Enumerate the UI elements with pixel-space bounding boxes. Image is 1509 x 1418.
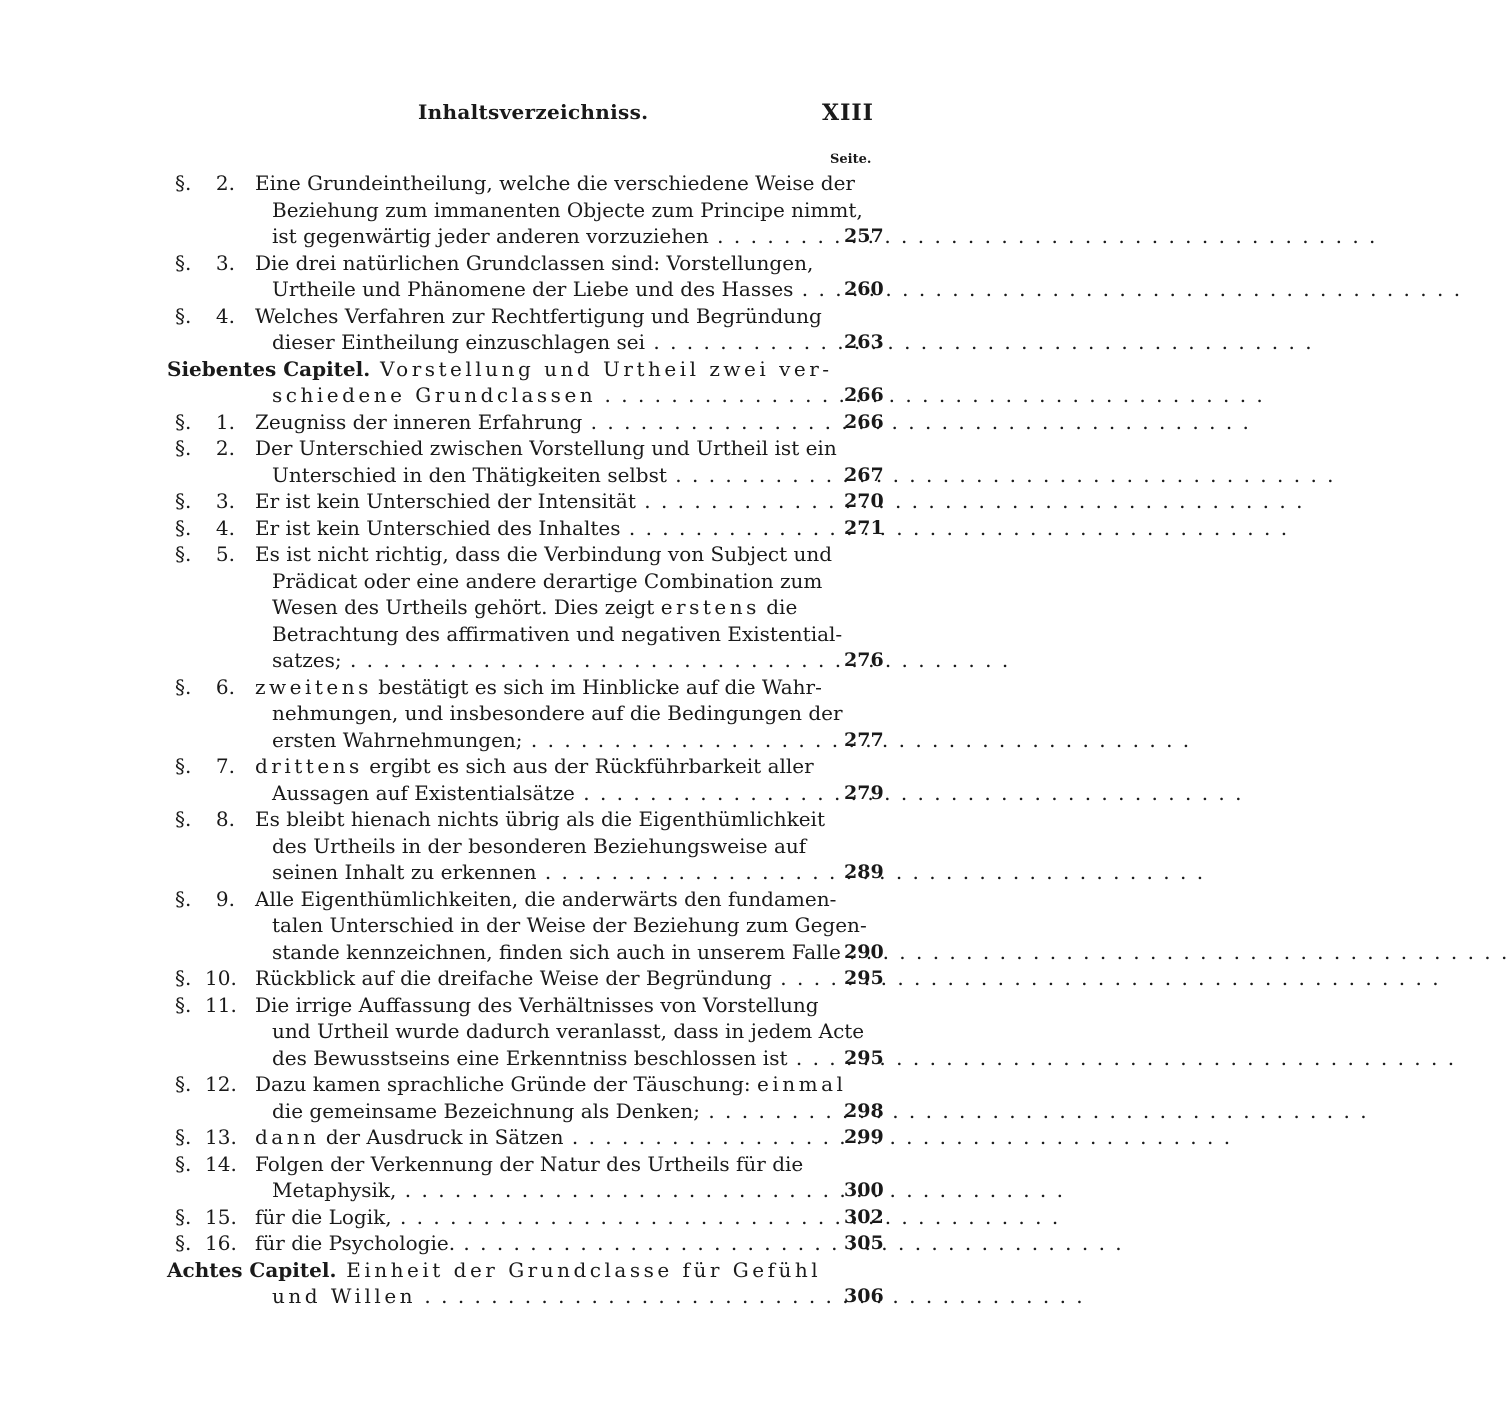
section-number: 10. (205, 966, 237, 990)
ch7-entry-line (0, 594, 1000, 621)
entry-text: Urtheile und Phänomene der Liebe und des Hasses . . . (272, 276, 822, 303)
ch7-entry-line (0, 1230, 1000, 1257)
ch7-entry-line (0, 1071, 1000, 1098)
table-of-contents (0, 170, 1000, 1310)
entry-page-number: 270 (844, 490, 884, 512)
ch7-entry-line (0, 409, 1000, 436)
ch7-entry-line (0, 1177, 1000, 1204)
entry-page-number: 289 (844, 861, 884, 883)
ch7-entry-line (0, 1045, 1000, 1072)
chapter-title-cont: schiedene Grundclassen . . . (272, 382, 822, 409)
entry-page-number: 271 (844, 516, 884, 539)
entry-text: nehmungen, und insbesondere auf die Bedingungen der (272, 701, 843, 725)
section-sign: §. (175, 754, 192, 778)
entry-page-number: 299 (844, 1126, 884, 1148)
entry-text: Dazu kamen sprachliche Gründe der Täuschung: einmal (255, 1072, 847, 1096)
ch7-entry-line (0, 912, 1000, 939)
entry-text: Die irrige Auffassung des Verhältnisses von Vorstellung (255, 992, 819, 1017)
ch8-heading-line (0, 1257, 1000, 1284)
entry-text: Es bleibt hienach nichts übrig als die Eigenthümlichkeit (255, 807, 825, 831)
entry-text: Er ist kein Unterschied des Inhaltes . . . (255, 515, 822, 542)
ch6-entry-line (0, 329, 1000, 356)
section-number: 1. (215, 409, 235, 434)
section-number: 5. (215, 542, 235, 566)
entry-page-number: 295 (844, 967, 884, 989)
section-sign: §. (175, 1231, 192, 1255)
section-sign: §. (175, 992, 192, 1017)
section-number: 13. (205, 1125, 237, 1149)
chapter-page-number: 266 (844, 384, 884, 406)
ch7-entry-line (0, 462, 1000, 489)
ch6-entry-line (0, 223, 1000, 250)
chapter-label: Siebentes Capitel. (167, 356, 371, 381)
section-sign: §. (175, 171, 192, 195)
section-number: 16. (205, 1231, 237, 1255)
section-sign: §. (175, 409, 192, 434)
section-number: 8. (215, 807, 235, 831)
entry-text: zweitens bestätigt es sich im Hinblicke auf die Wahr- (255, 674, 822, 699)
chapter-heading (167, 1257, 850, 1284)
section-sign: §. (175, 1204, 192, 1229)
section-number: 6. (215, 674, 235, 699)
section-sign: §. (175, 807, 192, 831)
section-sign: §. (175, 250, 192, 275)
ch7-entry-line (0, 1204, 1000, 1231)
chapter-title: Einheit der Grundclasse für Gefühl (336, 1257, 822, 1282)
ch7-heading-line (0, 382, 1000, 409)
section-number: 4. (215, 515, 235, 540)
section-number: 9. (215, 886, 235, 911)
section-number: 12. (205, 1072, 237, 1096)
section-number: 11. (205, 992, 237, 1017)
ch7-entry-line (0, 780, 1000, 807)
section-sign: §. (175, 1151, 192, 1176)
section-number: 3. (215, 489, 235, 513)
section-sign: §. (175, 674, 192, 699)
chapter-heading (167, 356, 850, 383)
entry-text: Alle Eigenthümlichkeiten, die anderwärts den fundamen- (255, 886, 837, 911)
ch7-heading-line (0, 356, 1000, 383)
section-sign: §. (175, 436, 192, 460)
ch7-entry-line (0, 992, 1000, 1019)
ch7-entry-line (0, 859, 1000, 886)
section-sign: §. (175, 489, 192, 513)
section-number: 7. (215, 754, 235, 778)
ch7-entry-line (0, 674, 1000, 701)
entry-text: Zeugniss der inneren Erfahrung . . . (255, 409, 822, 436)
entry-text: Welches Verfahren zur Rechtfertigung und Begründung (255, 303, 822, 328)
section-number: 14. (205, 1151, 237, 1176)
entry-text: dann der Ausdruck in Sätzen . . . (255, 1124, 822, 1151)
entry-page-number: 267 (844, 463, 884, 486)
seite-label: Seite. (830, 152, 872, 167)
ch7-entry-line (0, 833, 1000, 860)
entry-text: talen Unterschied in der Weise der Beziehung zum Gegen- (272, 913, 867, 937)
ch7-entry-line (0, 965, 1000, 992)
entry-page-number: 298 (844, 1099, 884, 1122)
section-sign: §. (175, 1072, 192, 1096)
section-number: 4. (215, 303, 235, 328)
section-number: 2. (215, 436, 235, 460)
entry-page-number: 295 (844, 1046, 884, 1069)
running-title: Inhaltsverzeichniss. (418, 100, 649, 124)
entry-page-number: 277 (844, 728, 884, 751)
page-number: XIII (822, 100, 874, 126)
entry-page-number: 302 (844, 1205, 884, 1228)
entry-page-number: 263 (844, 331, 884, 353)
ch7-entry-line (0, 1098, 1000, 1125)
section-number: 3. (215, 250, 235, 275)
section-sign: §. (175, 515, 192, 540)
ch7-entry-line (0, 515, 1000, 542)
entry-text: und Urtheil wurde dadurch veranlasst, dass in jedem Acte (272, 1019, 865, 1043)
section-sign: §. (175, 966, 192, 990)
ch7-entry-line (0, 939, 1000, 966)
ch6-entry-line (0, 303, 1000, 330)
entry-text: Metaphysik, . . . (272, 1177, 822, 1204)
entry-text: stande kennzeichnen, finden sich auch in unserem Falle . . . (272, 939, 822, 966)
entry-text: seinen Inhalt zu erkennen . . . (272, 859, 822, 886)
ch6-entry-line (0, 276, 1000, 303)
entry-text: für die Psychologie. . . . (255, 1230, 822, 1257)
entry-text: Prädicat oder eine andere derartige Combination zum (272, 568, 823, 593)
entry-text: ist gegenwärtig jeder anderen vorzuziehen . . . (272, 223, 822, 250)
chapter-title-cont: und Willen . . . (272, 1283, 822, 1310)
entry-text: Beziehung zum immanenten Objecte zum Principe nimmt, (272, 197, 863, 222)
ch7-entry-line (0, 621, 1000, 648)
entry-text: die gemeinsame Bezeichnung als Denken; . . . (272, 1098, 822, 1125)
section-sign: §. (175, 1125, 192, 1149)
section-number: 2. (215, 171, 235, 195)
ch7-entry-line (0, 1018, 1000, 1045)
entry-text: Die drei natürlichen Grundclassen sind: Vorstellungen, (255, 250, 814, 275)
section-sign: §. (175, 886, 192, 911)
entry-text: Es ist nicht richtig, dass die Verbindung von Subject und (255, 542, 833, 566)
section-sign: §. (175, 303, 192, 328)
entry-page-number: 260 (844, 278, 884, 300)
ch7-entry-line (0, 568, 1000, 595)
ch6-entry-line (0, 170, 1000, 197)
entry-page-number: 257 (844, 225, 884, 247)
ch8-heading-line (0, 1283, 1000, 1310)
entry-text: Der Unterschied zwischen Vorstellung und Urtheil ist ein (255, 436, 837, 460)
entry-page-number: 276 (844, 649, 884, 671)
entry-page-number: 300 (844, 1179, 884, 1201)
entry-text: des Bewusstseins eine Erkenntniss beschlossen ist . . . (272, 1045, 822, 1072)
ch7-entry-line (0, 806, 1000, 833)
ch7-entry-line (0, 753, 1000, 780)
entry-text: dieser Eintheilung einzuschlagen sei . . . (272, 329, 822, 356)
ch6-entry-line (0, 250, 1000, 277)
ch6-entry-line (0, 197, 1000, 224)
entry-text: Folgen der Verkennung der Natur des Urtheils für die (255, 1151, 804, 1176)
chapter-label: Achtes Capitel. (167, 1257, 337, 1282)
ch7-entry-line (0, 541, 1000, 568)
entry-text: Betrachtung des affirmativen und negativen Existential- (272, 621, 843, 646)
ch7-entry-line (0, 727, 1000, 754)
entry-text: Wesen des Urtheils gehört. Dies zeigt erstens die (272, 595, 798, 619)
ch7-entry-line (0, 1151, 1000, 1178)
entry-text: Er ist kein Unterschied der Intensität . . . (255, 488, 822, 515)
ch7-entry-line (0, 488, 1000, 515)
entry-text: ersten Wahrnehmungen; . . . (272, 727, 822, 754)
entry-text: Unterschied in den Thätigkeiten selbst . . . (272, 462, 822, 489)
ch7-entry-line (0, 1124, 1000, 1151)
ch7-entry-line (0, 647, 1000, 674)
entry-text: des Urtheils in der besonderen Beziehungsweise auf (272, 833, 807, 858)
entry-page-number: 305 (844, 1232, 884, 1254)
section-number: 15. (205, 1204, 237, 1229)
chapter-page-number: 306 (844, 1285, 884, 1307)
entry-page-number: 279 (844, 781, 884, 804)
entry-text: für die Logik, . . . (255, 1204, 822, 1231)
entry-text: drittens ergibt es sich aus der Rückführbarkeit aller (255, 754, 814, 778)
entry-text: Aussagen auf Existentialsätze . . . (272, 780, 822, 807)
entry-page-number: 266 (844, 410, 884, 433)
ch7-entry-line (0, 700, 1000, 727)
chapter-title: Vorstellung und Urtheil zwei ver- (370, 356, 833, 381)
entry-text: satzes; . . . (272, 647, 822, 674)
entry-page-number: 290 (844, 940, 884, 963)
entry-text: Eine Grundeintheilung, welche die verschiedene Weise der (255, 171, 855, 195)
entry-text: Rückblick auf die dreifache Weise der Begründung . . . (255, 965, 822, 992)
section-sign: §. (175, 542, 192, 566)
ch7-entry-line (0, 886, 1000, 913)
ch7-entry-line (0, 435, 1000, 462)
